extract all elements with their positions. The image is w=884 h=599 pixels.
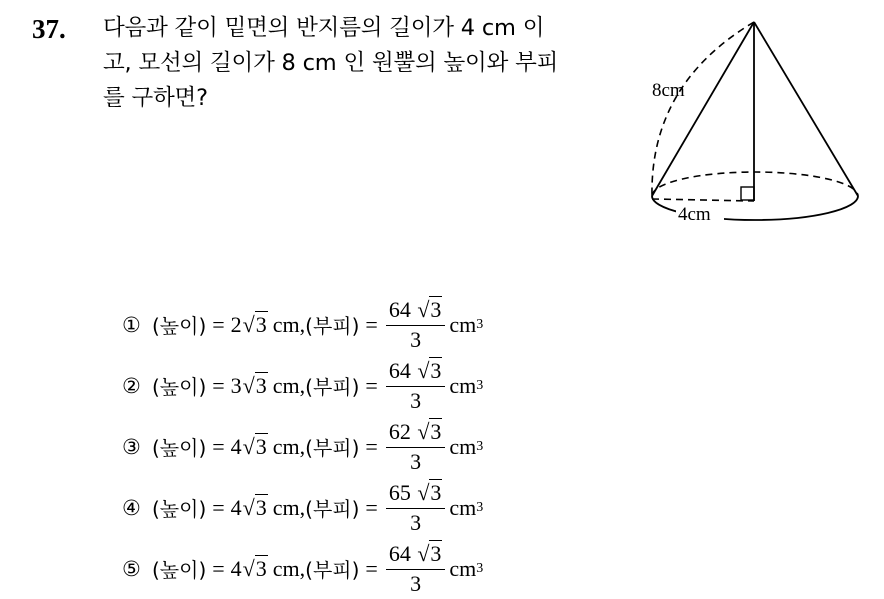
height-label: (높이) (152, 497, 207, 521)
radius-line (652, 199, 754, 201)
volume-power: 3 (476, 438, 484, 454)
choice-3[interactable] (122, 416, 822, 477)
cone-diagram (640, 14, 870, 244)
question-line-2: 고, 모선의 길이가 8 cm 인 원뿔의 높이와 부피 (103, 50, 559, 76)
volume-fraction: $\frac{64 √3}{3}$ (386, 541, 446, 597)
volume-power: 3 (476, 377, 484, 393)
volume-fraction: $\frac{64 √3}{3}$ (386, 297, 446, 353)
question-line-1: 다음과 같이 밑면의 반지름의 길이가 4 cm 이 (103, 15, 545, 41)
question-number: 37. (32, 14, 66, 44)
height-label: (높이) (152, 314, 207, 338)
slant-edge-left (652, 22, 754, 196)
height-unit: cm, (272, 555, 306, 581)
volume-fraction: $\frac{62 √3}{3}$ (386, 419, 446, 475)
choice-5[interactable] (122, 538, 822, 599)
slant-label: 8cm (652, 80, 685, 101)
height-sqrt: √3 (242, 555, 267, 581)
volume-unit: cm (449, 555, 477, 581)
choice-4[interactable] (122, 477, 822, 538)
volume-label: (부피) (305, 436, 360, 460)
height-coefficient: 2 (230, 311, 242, 337)
equals-sign: = (365, 433, 378, 459)
equals-sign: = (365, 555, 378, 581)
choice-marker: ② (122, 373, 141, 398)
volume-unit: cm (449, 372, 477, 398)
choice-2[interactable] (122, 355, 822, 416)
height-coefficient: 4 (230, 433, 242, 459)
equals-sign: = (212, 494, 225, 520)
slant-edge-right (754, 22, 858, 196)
height-unit: cm, (272, 433, 306, 459)
height-unit: cm, (272, 311, 306, 337)
cone-figure (640, 14, 870, 244)
height-unit: cm, (272, 494, 306, 520)
equals-sign: = (212, 555, 225, 581)
choice-marker: ① (122, 312, 141, 337)
volume-fraction: $\frac{65 √3}{3}$ (386, 480, 446, 536)
height-label: (높이) (152, 558, 207, 582)
volume-power: 3 (476, 316, 484, 332)
volume-label: (부피) (305, 375, 360, 399)
volume-power: 3 (476, 560, 484, 576)
question-line-3: 를 구하면? (103, 85, 208, 111)
height-unit: cm, (272, 372, 306, 398)
choice-1[interactable] (122, 294, 822, 355)
equals-sign: = (365, 494, 378, 520)
equals-sign: = (212, 372, 225, 398)
height-sqrt: √3 (242, 311, 267, 337)
choice-marker: ③ (122, 434, 141, 459)
volume-unit: cm (449, 433, 477, 459)
volume-label: (부피) (305, 497, 360, 521)
height-coefficient: 4 (230, 555, 242, 581)
height-coefficient: 4 (230, 494, 242, 520)
volume-label: (부피) (305, 558, 360, 582)
right-angle-mark (741, 187, 754, 200)
equals-sign: = (365, 311, 378, 337)
equals-sign: = (365, 372, 378, 398)
volume-unit: cm (449, 311, 477, 337)
equals-sign: = (212, 311, 225, 337)
answer-choices (122, 294, 822, 599)
height-sqrt: √3 (242, 494, 267, 520)
height-label: (높이) (152, 375, 207, 399)
volume-label: (부피) (305, 314, 360, 338)
height-coefficient: 3 (230, 372, 242, 398)
height-label: (높이) (152, 436, 207, 460)
equals-sign: = (212, 433, 225, 459)
choice-marker: ⑤ (122, 556, 141, 581)
volume-fraction: $\frac{64 √3}{3}$ (386, 358, 446, 414)
volume-power: 3 (476, 499, 484, 515)
base-ellipse-back (652, 172, 858, 196)
height-sqrt: √3 (242, 433, 267, 459)
height-sqrt: √3 (242, 372, 267, 398)
volume-unit: cm (449, 494, 477, 520)
question-text (103, 11, 623, 116)
radius-label: 4cm (678, 204, 711, 225)
choice-marker: ④ (122, 495, 141, 520)
